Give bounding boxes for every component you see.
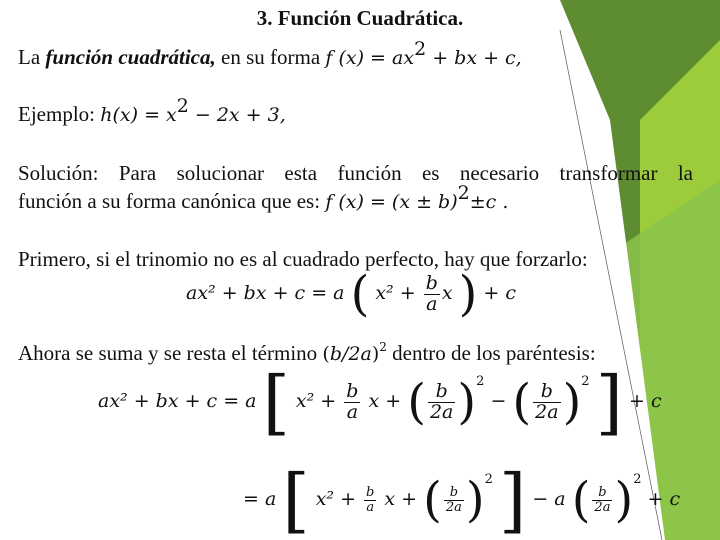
canonical-formula-lhs: f (x) = (x ± b) xyxy=(325,191,458,213)
eq2-num-1: b xyxy=(346,379,359,402)
step-one-line: Primero, si el trinomio no es al cuadrado perfecto, hay que forzarlo: xyxy=(18,247,588,271)
definition-prefix: La xyxy=(18,45,41,69)
eq2-paren-open-2: ( xyxy=(512,374,532,430)
step-two-text: Ahora se suma y se resta el término xyxy=(18,341,318,365)
eq3-minus: − a xyxy=(532,488,566,510)
eq2-num-3: b xyxy=(533,382,560,403)
eq3-exp-1: 2 xyxy=(484,472,493,487)
eq3-fraction-1 xyxy=(364,486,376,514)
canonical-formula-exp: 2 xyxy=(457,182,470,204)
eq1-fraction xyxy=(424,271,440,315)
eq1-left-paren: ( xyxy=(350,266,370,322)
definition-formula-rhs: + bx + c, xyxy=(426,47,522,69)
step-two-term: $(b/2a)^2$ xyxy=(322,340,387,365)
eq2-fraction-2 xyxy=(428,379,455,423)
eq2-left-bracket: [ xyxy=(262,361,290,443)
eq2-x: x + xyxy=(368,390,402,412)
eq2-exp-2: 2 xyxy=(581,374,590,389)
solution-line-2-text: función a su forma canónica que es: xyxy=(18,189,321,213)
equation-add-subtract xyxy=(98,361,662,443)
definition-bold-term: función cuadrática, xyxy=(45,45,216,69)
eq3-num-1: b xyxy=(366,484,375,500)
eq3-fraction-3 xyxy=(592,486,612,514)
eq2-fraction-1 xyxy=(344,379,360,423)
eq3-num-2: b xyxy=(444,486,464,501)
example-formula-exp: 2 xyxy=(176,95,189,117)
eq1-x2: x² + xyxy=(375,282,416,304)
eq3-den-2: 2a xyxy=(445,499,462,515)
slide-title: 3. Función Cuadrática. xyxy=(256,6,464,30)
solution-line-2 xyxy=(18,182,509,213)
eq3-paren-open-1: ( xyxy=(423,472,442,528)
eq2-paren-close-2: ) xyxy=(562,374,582,430)
eq3-fraction-2 xyxy=(444,486,464,514)
step-two-line xyxy=(18,340,596,365)
definition-formula-exp: 2 xyxy=(414,38,427,60)
eq1-num: b xyxy=(425,271,438,294)
eq3-num-3: b xyxy=(592,486,612,501)
eq1-lhs: ax² + bx + c = a xyxy=(186,282,345,304)
eq2-exp-1: 2 xyxy=(476,374,485,389)
eq2-num-2: b xyxy=(428,382,455,403)
example-formula-rhs: − 2x + 3, xyxy=(188,104,286,126)
eq3-paren-open-2: ( xyxy=(571,472,591,528)
eq2-den-3: 2a xyxy=(535,400,559,423)
eq3-den-3: 2a xyxy=(594,499,611,515)
definition-formula-lhs: f (x) = ax xyxy=(325,47,415,69)
eq2-fraction-3 xyxy=(533,379,560,423)
step-two-text-2: dentro de los paréntesis: xyxy=(392,341,596,365)
eq2-den-1: a xyxy=(346,400,359,423)
solution-line-1: Solución: Para solucionar esta función es necesario transformar la xyxy=(18,161,693,185)
equation-result xyxy=(243,459,681,540)
eq3-x2: x² + xyxy=(315,488,356,510)
eq3-lhs: = a xyxy=(243,488,277,510)
equation-force-trinomial xyxy=(186,266,517,322)
eq1-den: a xyxy=(426,292,438,315)
eq3-paren-close-1: ) xyxy=(465,472,485,528)
eq2-paren-close-1: ) xyxy=(457,374,477,430)
canonical-formula-rhs: ±c . xyxy=(469,191,509,213)
definition-mid: en su forma xyxy=(221,45,321,69)
eq3-den-1: a xyxy=(366,499,375,515)
eq2-x2: x² + xyxy=(295,390,337,412)
example-formula-lhs: h(x) = x xyxy=(100,104,177,126)
example-line xyxy=(18,95,286,126)
eq1-end: + c xyxy=(483,282,517,304)
eq1-x: x xyxy=(441,282,453,304)
step-two-term-exp: 2 xyxy=(379,340,387,354)
eq3-right-bracket: ] xyxy=(498,459,527,540)
eq2-right-bracket: ] xyxy=(595,361,623,443)
eq2-den-2: 2a xyxy=(429,400,454,423)
eq3-paren-close-2: ) xyxy=(614,472,634,528)
step-two-term-value: b/2a xyxy=(329,343,372,365)
eq3-x: x + xyxy=(384,488,418,510)
eq2-minus: − xyxy=(490,390,507,412)
eq1-right-paren: ) xyxy=(458,266,478,322)
eq3-left-bracket: [ xyxy=(282,459,310,540)
eq2-paren-open-1: ( xyxy=(407,374,426,430)
eq3-exp-2: 2 xyxy=(633,472,642,487)
eq2-lhs: ax² + bx + c = a xyxy=(98,390,257,412)
definition-line xyxy=(18,38,522,69)
example-prefix: Ejemplo: xyxy=(18,102,95,126)
eq3-end: + c xyxy=(647,488,681,510)
eq2-end: + c xyxy=(628,390,662,412)
